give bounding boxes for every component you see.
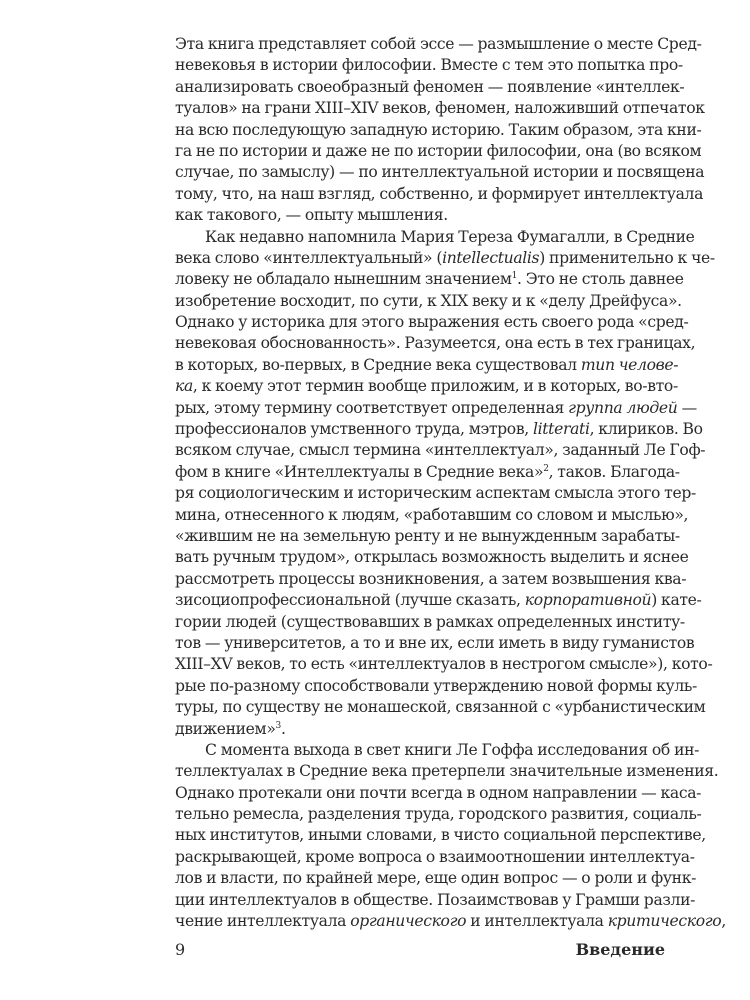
text-line: [175, 483, 696, 504]
text-run: туалов» на грани XIII–XIV веков, феномен, наложивший отпечаток: [175, 99, 705, 118]
text-line: [175, 697, 706, 718]
text-run: анализировать своеобразный феномен — появление «интеллек-: [175, 77, 685, 96]
text-line: [175, 868, 697, 889]
text-run: ) применительно к че-: [539, 248, 715, 267]
paragraph: [175, 227, 715, 740]
page-footer: [175, 940, 665, 964]
text-run: невековая обоснованность». Разумеется, она есть в тех границах,: [175, 334, 696, 353]
text-run: , к коему этот термин вообще приложим, и в которых, во-вто-: [192, 377, 678, 396]
text-run: С момента выхода в свет книги Ле Гоффа исследования об ин-: [205, 740, 700, 759]
text-line: [175, 633, 695, 654]
text-run: туры, по существу не монашеской, связанной с «урбанистическим: [175, 698, 706, 717]
text-run: Эта книга представляет собой эссе — размышление о месте Сред-: [175, 35, 702, 53]
text-run: , клириков. Во: [589, 420, 703, 439]
text-run: ции интеллектуалов в обществе. Позаимствовав у Грамши разли-: [175, 890, 696, 909]
text-line: [175, 462, 680, 483]
text-run: —: [677, 398, 697, 417]
text-run: Однако протекали они почти всегда в одном направлении — каса-: [175, 783, 702, 802]
paragraph: [175, 740, 726, 933]
text-line: [175, 184, 704, 205]
footnote-ref: 2: [543, 463, 549, 474]
text-run: Однако у историка для этого выражения есть своего рода «сред-: [175, 313, 689, 332]
text-run: фом в книге «Интеллектуалы в Средние века»: [175, 462, 544, 481]
text-line: [175, 612, 685, 633]
text-run: ловеку не обладало нынешним значением: [175, 270, 512, 289]
text-run: чение интеллектуала: [175, 912, 351, 931]
text-run: профессионалов умственного труда, мэтров,: [175, 420, 533, 439]
footnote-ref: 1: [511, 271, 518, 282]
italic-text: тип челове-: [580, 355, 679, 374]
text-run: века слово «интеллектуальный» (: [175, 248, 443, 267]
text-line: [175, 419, 703, 440]
text-line: [175, 120, 702, 141]
text-run: рых, этому термину соответствует определенная: [175, 398, 569, 417]
text-run: раскрывающей, кроме вопроса о взаимоотношении интеллектуа-: [175, 847, 695, 866]
text-line: [175, 291, 682, 312]
text-line: [175, 312, 689, 333]
italic-text: intellectualis: [442, 248, 540, 267]
text-line: [175, 269, 684, 290]
text-line: [175, 719, 665, 740]
text-run: ,: [721, 912, 726, 931]
page-body: [175, 34, 726, 932]
text-run: рые по-разному способствовали утверждению новой формы куль-: [175, 676, 697, 695]
italic-text: ка: [175, 377, 193, 396]
italic-text: критического: [607, 912, 722, 931]
text-run: и интеллектуала: [466, 912, 608, 931]
italic-text: органического: [350, 912, 467, 931]
text-line: [175, 847, 695, 868]
text-run: вать ручным трудом», открылась возможность выделить и яснее: [175, 548, 689, 567]
text-run: теллектуалах в Средние века претерпели значительные изменения.: [175, 762, 719, 781]
text-run: случае, по замыслу) — по интеллектуальной истории и посвящена: [175, 163, 705, 182]
text-line: [175, 248, 715, 269]
text-run: га не по истории и даже не по истории философии, она (во всяком: [175, 141, 702, 160]
text-line: [175, 911, 726, 932]
text-run: как такового, — опыту мышления.: [175, 206, 448, 225]
text-run: «жившим не на земельную ренту и не вынужденным зарабаты-: [175, 526, 680, 545]
text-run: .: [280, 719, 286, 738]
text-line: [175, 333, 696, 354]
text-line: [175, 761, 719, 782]
text-line: [175, 654, 713, 675]
text-run: на всю последующую западную историю. Таким образом, эта кни-: [175, 120, 702, 139]
text-run: Как недавно напомнила Мария Тереза Фумагалли, в Средние: [205, 227, 695, 246]
text-line: [175, 205, 665, 226]
text-line: [175, 55, 683, 76]
paragraph: [175, 34, 705, 227]
footnote-ref: 3: [275, 720, 281, 731]
text-line: [175, 227, 695, 248]
text-line: [175, 569, 687, 590]
text-run: мина, отнесенного к людям, «работавшим со словом и мыслью»,: [175, 505, 689, 524]
text-line: [175, 162, 705, 183]
text-line: [175, 376, 678, 397]
italic-text: корпоративной: [524, 591, 652, 610]
text-run: зисоциопрофессиональной (лучше сказать,: [175, 591, 525, 610]
text-run: тельно ремесла, разделения труда, городского развития, социаль-: [175, 805, 702, 824]
text-line: [175, 740, 700, 761]
italic-text: litterati: [532, 420, 590, 439]
text-line: [175, 590, 702, 611]
page-number: 9: [175, 940, 186, 959]
text-run: . Это не столь давнее: [517, 270, 684, 289]
text-run: XIII–XV веков, то есть «интеллектуалов в нестрогом смысле»), кото-: [175, 655, 713, 674]
text-run: тов — университетов, а то и вне их, если иметь в виду гуманистов: [175, 633, 695, 652]
running-head: Введение: [575, 940, 665, 959]
text-run: изобретение восходит, по сути, к XIX веку и к «делу Дрейфуса».: [175, 291, 682, 310]
text-line: [175, 77, 685, 98]
text-line: [175, 98, 705, 119]
text-run: лов и власти, по крайней мере, еще один вопрос — о роли и функ-: [175, 869, 697, 888]
text-line: [175, 34, 702, 55]
text-line: [175, 890, 696, 911]
text-line: [175, 398, 697, 419]
text-line: [175, 783, 702, 804]
text-run: всяком случае, смысл термина «интеллектуал», заданный Ле Гоф-: [175, 441, 706, 460]
text-run: тому, что, на наш взгляд, собственно, и формирует интеллектуала: [175, 184, 704, 203]
text-run: , таков. Благода-: [548, 462, 680, 481]
text-line: [175, 440, 706, 461]
text-run: невековья в истории философии. Вместе с тем это попытка про-: [175, 56, 683, 75]
text-run: ) кате-: [651, 591, 702, 610]
text-line: [175, 547, 689, 568]
text-run: движением»: [175, 719, 276, 738]
text-run: ных институтов, иными словами, в чисто социальной перспективе,: [175, 826, 706, 845]
text-run: рассмотреть процессы возникновения, а затем возвышения ква-: [175, 569, 687, 588]
text-line: [175, 526, 680, 547]
text-line: [175, 676, 697, 697]
text-line: [175, 141, 702, 162]
text-run: гории людей (существовавших в рамках определенных институ-: [175, 612, 685, 631]
text-line: [175, 804, 702, 825]
text-line: [175, 355, 679, 376]
text-line: [175, 505, 689, 526]
text-line: [175, 825, 706, 846]
text-run: ря социологическим и историческим аспектам смысла этого тер-: [175, 484, 696, 503]
text-run: в которых, во-первых, в Средние века существовал: [175, 355, 581, 374]
italic-text: группа людей: [568, 398, 678, 417]
